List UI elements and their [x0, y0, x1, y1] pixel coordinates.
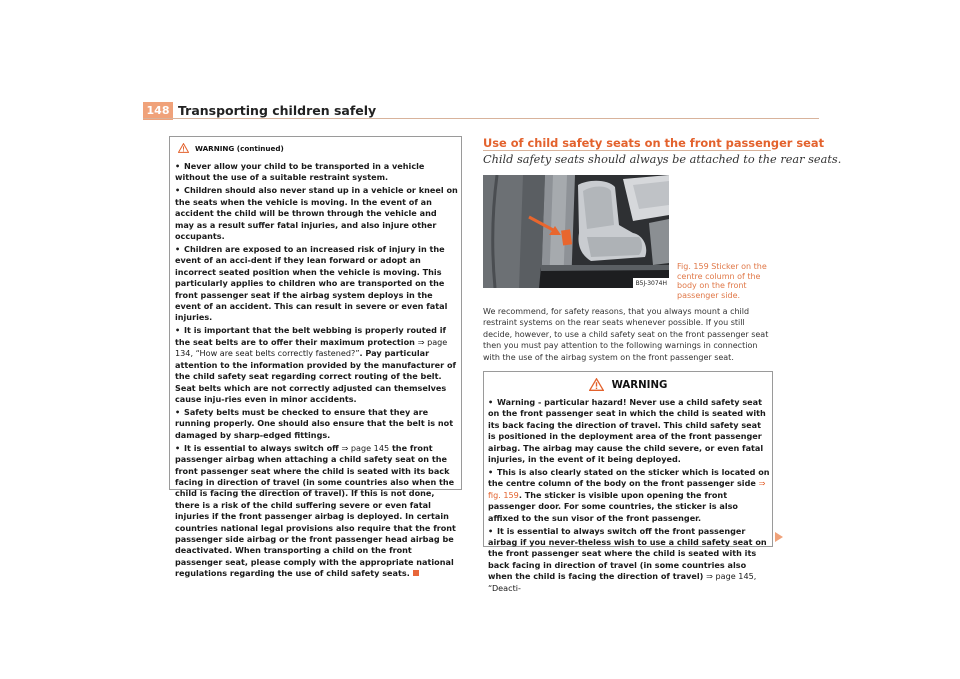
list-item: • It is essential to always switch off the front passenger airbag if you never-theless wish to use a child safety seat on the front passenger seat where the child is seated with its back facing in direction of travel (in some countries also when the child is facing the direction of travel) ⇒ page 145, “Deacti- — [488, 525, 767, 593]
figure-reference-link[interactable]: ⇒ fig. 159 — [488, 478, 766, 500]
figure-photo — [483, 175, 669, 288]
end-of-section-icon — [413, 570, 419, 576]
section-title: Use of child safety seats on the front passenger seat — [483, 136, 825, 150]
warning-triangle-icon — [589, 378, 604, 391]
section-subtitle: Child safety seats should always be attached to the rear seats. — [483, 153, 842, 166]
page-reference-link[interactable]: ⇒ page 145, “Deacti- — [488, 571, 757, 593]
section-divider — [483, 150, 771, 151]
warning-continued-heading — [178, 143, 284, 153]
warning-label: WARNING — [611, 380, 668, 391]
page-reference-link[interactable]: ⇒ page 145 — [341, 442, 390, 453]
warning-list-left — [175, 161, 458, 581]
warning-box — [483, 371, 773, 593]
warning-continued-label: WARNING (continued) — [195, 144, 284, 153]
figure-code: B5J-3074H — [635, 280, 667, 287]
page-reference-link[interactable]: ⇒ page 134, “How are seat belts correctly fastened?” — [175, 336, 448, 359]
warning-triangle-icon — [178, 143, 189, 153]
list-item: • This is also clearly stated on the sticker which is located on the centre column of the body on the front passenger side ⇒ fig. 159. The sticker is visible upon opening the front passenger door. For some countries, the sticker is also affixed to the sun visor of the front passenger. — [488, 467, 770, 523]
car-interior-illustration — [483, 175, 669, 288]
list-item: • It is essential to always switch off ⇒ page 145 the front passenger airbag when attaching a child safety seat on the front passenger seat where the child is seated with its back facing in direction of travel (in some countries also when the child is facing the direction of travel). If this is not done, there is a risk of the child suffering severe or even fatal injuries if the front passenger airbag is deployed. In certain countries national legal provisions also require that the front passenger side airbag or the front passenger head airbag be deactivated. When transporting a child on the front passenger seat, please comply with the appropriate national regulations regarding the use of child safety seats. — [175, 442, 456, 579]
list-item: • Never allow your child to be transported in a vehicle without the use of a suitable restraint system. — [175, 161, 425, 183]
header-divider — [143, 118, 819, 119]
warning-box-continued — [169, 136, 462, 579]
list-item: • Warning - particular hazard! Never use a child safety seat on the front passenger seat in which the child is seated with its back facing the direction of travel. This child safety seat is positioned in the deployment area of the front passenger airbag. The airbag may cause the child severe, or even fatal injuries, in the event of it being deployed. — [488, 397, 766, 465]
body-paragraph: We recommend, for safety reasons, that you always mount a child restraint systems on the rear seats whenever possible. If you still decide, however, to use a child safety seat on the front passenger seat then you must pay attention to the following warnings in connection with the use of the airbag system on the front passenger seat. — [483, 307, 769, 362]
warning-heading — [484, 378, 772, 391]
list-item: • Children are exposed to an increased risk of injury in the event of an acci-dent if they lean forward or adopt an incorrect seated position when the vehicle is moving. This particularly applies to children who are transported on the front passenger seat if the airbag system deploys in the event of an accident. This can result in severe or even fatal injuries. — [175, 244, 448, 323]
figure-caption: Fig. 159 Sticker on the centre column of the body on the front passenger side. — [677, 262, 767, 300]
list-item: • Safety belts must be checked to ensure that they are running properly. One should also ensure that the belt is not damaged by sharp-edged fittings. — [175, 406, 454, 440]
continue-arrow-icon[interactable] — [774, 531, 784, 543]
list-item: • It is important that the belt webbing is properly routed if the seat belts are to offer their maximum protection ⇒ page 134, “How are seat belts correctly fastened?”. Pay particular attention to the information provided by the manufacturer of the child safety seat regarding correct routing of the belt. Seat belts which are not correctly adjusted can themselves cause inju-ries even in minor accidents. — [175, 325, 457, 404]
warning-list-right — [488, 397, 770, 596]
chapter-title: Transporting children safely — [178, 103, 377, 118]
list-item: • Children should also never stand up in a vehicle or kneel on the seats when the vehicle is moving. In the event of an accident the child will be thrown through the vehicle and may as a result suffer fatal injuries, and also injure other occupants. — [175, 185, 458, 242]
page-number: 148 — [143, 102, 173, 120]
